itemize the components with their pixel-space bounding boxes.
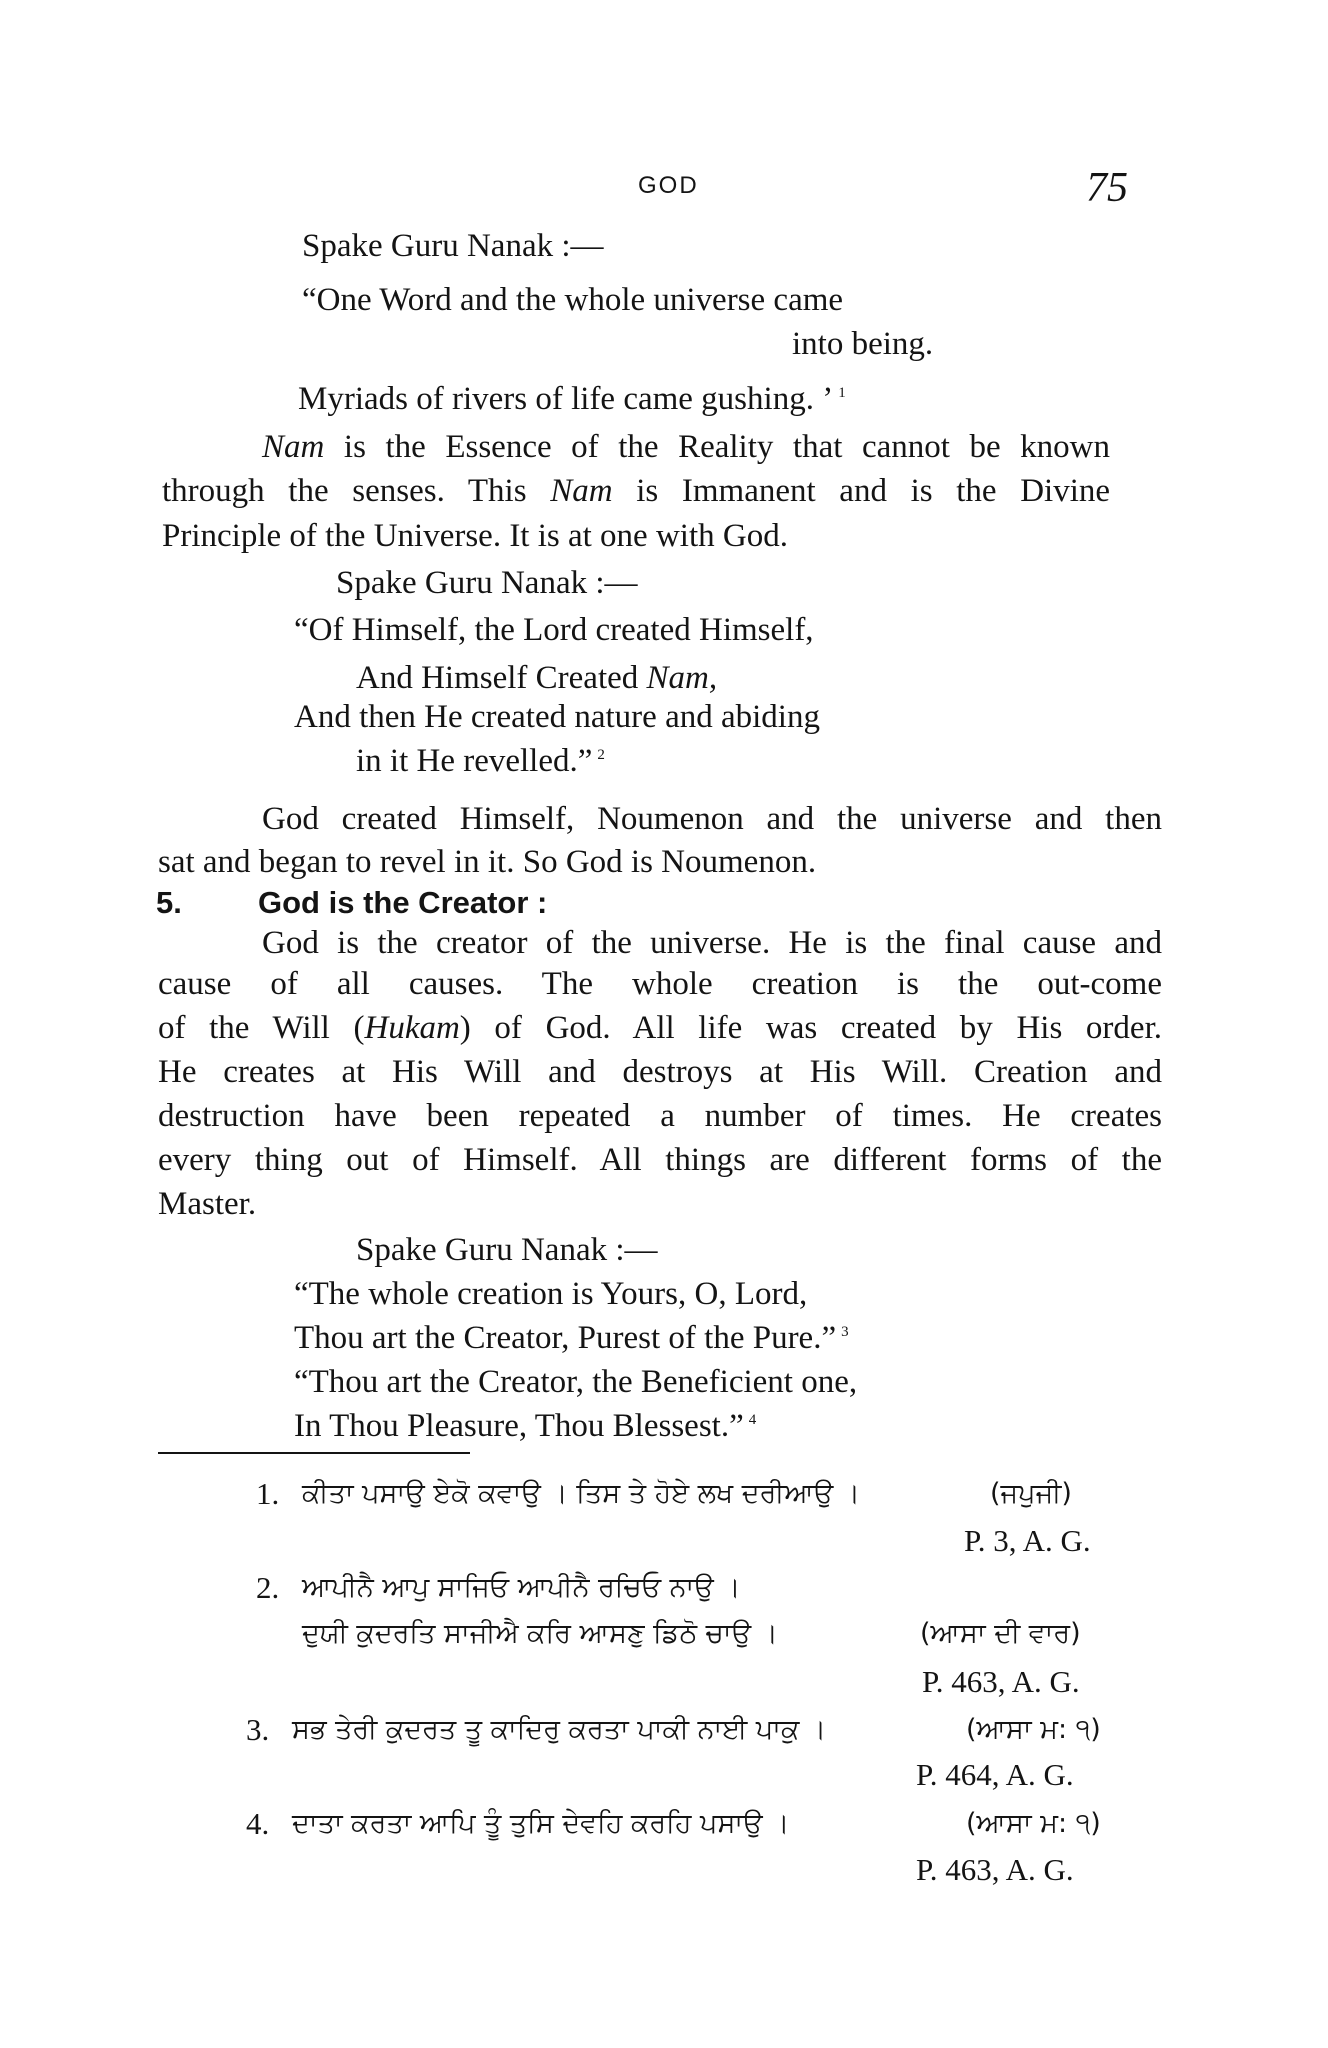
quote2-line2: And Himself Created Nam, — [356, 660, 718, 696]
para3-line4: He creates at His Will and destroys at His Will. Creation and — [158, 1054, 1162, 1090]
para2-line1: God created Himself, Noumenon and the universe and then — [262, 801, 1162, 837]
para2-line2: sat and began to revel in it. So God is Noumenon. — [158, 844, 817, 880]
footnote-4-number: 4. — [246, 1806, 270, 1841]
para3-line3: of the Will (Hukam) of God. All life was created by His order. — [158, 1010, 1162, 1046]
section-number: 5. — [156, 885, 182, 920]
para3-line1: God is the creator of the universe. He is the final cause and — [262, 925, 1162, 961]
footnote-4-source: (ਆਸਾ ਮ: ੧) — [966, 1808, 1101, 1839]
quote3-line1: “The whole creation is Yours, O, Lord, — [294, 1276, 808, 1312]
footnote-ref-1: 1 — [838, 385, 846, 401]
quote2-line3: And then He created nature and abiding — [294, 699, 820, 735]
footnote-1-gurmukhi: ਕੀਤਾ ਪਸਾਉ ਏਕੋ ਕਵਾਉ । ਤਿਸ ਤੇ ਹੋਏ ਲਖ ਦਰੀਆਉ । — [302, 1478, 861, 1509]
para3-line2: cause of all causes. The whole creation is the out-come — [158, 966, 1162, 1002]
footnote-ref-4: 4 — [748, 1412, 757, 1428]
footnote-1-page-ref: P. 3, A. G. — [964, 1523, 1091, 1558]
footnote-3-gurmukhi: ਸਭ ਤੇਰੀ ਕੁਦਰਤ ਤੂ ਕਾਦਿਰੁ ਕਰਤਾ ਪਾਕੀ ਨਾਈ ਪਾਕੁ । — [292, 1714, 827, 1745]
quote3-line4: In Thou Pleasure, Thou Blessest.” $^4$ — [294, 1408, 757, 1444]
footnote-ref-3: 3 — [841, 1324, 849, 1340]
footnote-2-gurmukhi-line2: ਦੁਯੀ ਕੁਦਰਤਿ ਸਾਜੀਐ ਕਰਿ ਆਸਣੁ ਡਿਠੋ ਚਾਉ । — [302, 1618, 778, 1649]
running-header: GOD — [638, 172, 699, 199]
quote2-line1: “Of Himself, the Lord created Himself, — [294, 612, 814, 648]
quote2-line4: in it He revelled.” $^2$ — [356, 743, 605, 779]
footnote-2-source: (ਆਸਾ ਦੀ ਵਾਰ) — [920, 1618, 1081, 1649]
quote1-line3: Myriads of rivers of life came gushing. ’ $^1$ — [298, 381, 846, 417]
footnote-4-gurmukhi: ਦਾਤਾ ਕਰਤਾ ਆਪਿ ਤੂੰ ਤੁਸਿ ਦੇਵਹਿ ਕਰਹਿ ਪਸਾਉ । — [292, 1808, 790, 1839]
quote1-intro: Spake Guru Nanak :— — [302, 228, 604, 264]
footnote-2-gurmukhi: ਆਪੀਨੈ ਆਪੁ ਸਾਜਿਓ ਆਪੀਨੈ ਰਚਿਓ ਨਾਉ । — [302, 1572, 741, 1603]
footnote-3-number: 3. — [246, 1712, 270, 1747]
footnote-1-source: (ਜਪੁਜੀ) — [990, 1478, 1072, 1509]
footnote-2-number: 2. — [256, 1570, 280, 1605]
footnote-3-page-ref: P. 464, A. G. — [916, 1757, 1074, 1792]
para1-line3: Principle of the Universe. It is at one with God. — [162, 518, 788, 554]
footnote-3-source: (ਆਸਾ ਮ: ੧) — [966, 1714, 1101, 1745]
para3-line6: every thing out of Himself. All things are different forms of the — [158, 1142, 1162, 1178]
footnote-ref-2: 2 — [597, 747, 605, 763]
quote3-intro: Spake Guru Nanak :— — [356, 1232, 658, 1268]
quote3-line2: Thou art the Creator, Purest of the Pure.” $^3$ — [294, 1320, 849, 1356]
quote1-line2: into being. — [792, 326, 934, 362]
section-heading: God is the Creator : — [258, 885, 548, 920]
para1-line1: Nam is the Essence of the Reality that cannot be known — [262, 429, 1111, 465]
para3-line5: destruction have been repeated a number of times. He creates — [158, 1098, 1162, 1134]
footnote-4-page-ref: P. 463, A. G. — [916, 1852, 1074, 1887]
page-number: 75 — [1086, 165, 1128, 211]
quote2-intro: Spake Guru Nanak :— — [336, 565, 638, 601]
footnote-2-page-ref: P. 463, A. G. — [922, 1664, 1080, 1699]
footnote-divider — [158, 1452, 470, 1454]
footnote-1-number: 1. — [256, 1476, 280, 1511]
para1-line2: through the senses. This Nam is Immanent and is the Divine — [162, 473, 1111, 509]
para3-line7: Master. — [158, 1186, 257, 1222]
quote3-line3: “Thou art the Creator, the Beneficient one, — [294, 1364, 858, 1400]
quote1-line1: “One Word and the whole universe came — [302, 282, 844, 318]
